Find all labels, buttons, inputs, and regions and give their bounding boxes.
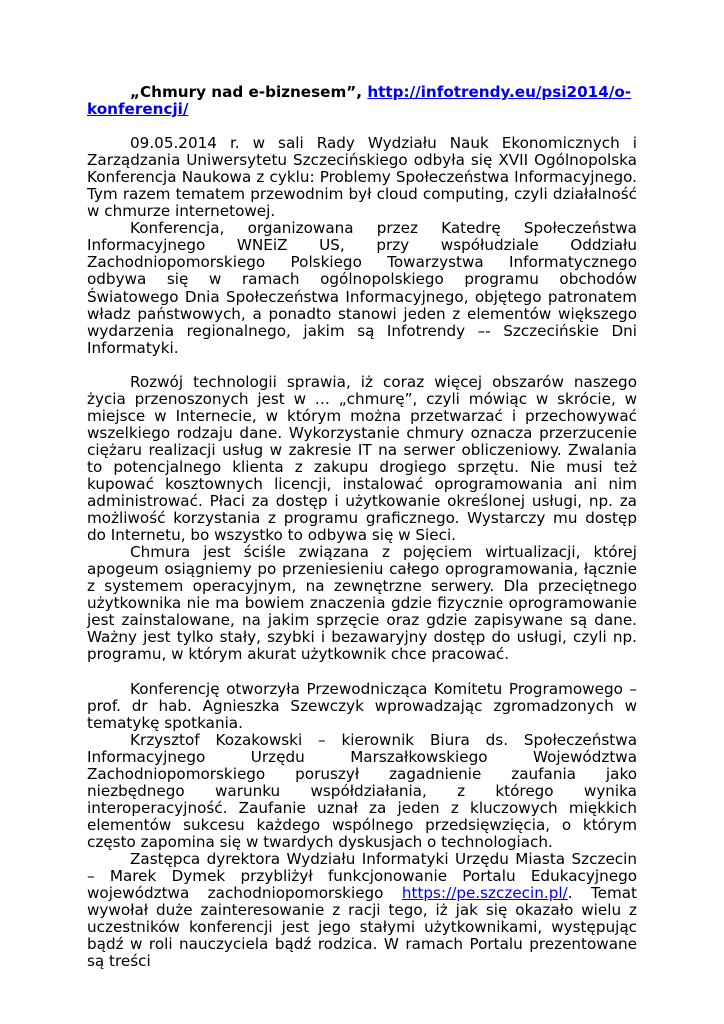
title-link[interactable]: http://infotrendy.eu/psi2014/o-konferencji/ [87, 83, 632, 119]
paragraph-1: 09.05.2014 r. w sali Rady Wydziału Nauk Ekonomicznych i Zarządzania Uniwersytetu Szczecińskiego odbyła się XVII Ogólnopolska Konferencja Naukowa z cyklu: Problemy Społeczeństwa Informacyjnego. Tym razem tematem przewodnim był cloud computing, czyli działalność w chmurze internetowej. [87, 134, 637, 221]
portal-link[interactable]: https://pe.szczecin.pl/ [401, 884, 568, 903]
paragraph-7-text-after: . Temat wywołał duże zainteresowanie z racji tego, iż jak się okazało wielu z uczestników konferencji jest jego stałymi użytkownikami, występując bądź w roli nauczyciela bądź rodzica. W ramach Portalu prezentowane są treści [87, 884, 638, 971]
document-title [87, 84, 637, 118]
document-page [87, 84, 637, 970]
paragraph-7 [87, 851, 637, 970]
paragraph-4: Chmura jest ściśle związana z pojęciem wirtualizacji, której apogeum osiągniemy po przeniesieniu całego oprogramowania, łącznie z systemem operacyjnym, na zewnętrzne serwery. Dla przeciętnego użytkownika nie ma bowiem znaczenia gdzie fizycznie oprogramowanie jest zainstalowane, na jakim sprzęcie oraz gdzie zapisywane są dane. Ważny jest tylko stały, szybki i bezawaryjny dostęp do usługi, czyli np. programu, w którym akurat użytkownik chce pracować. [87, 543, 637, 664]
paragraph-2: Konferencja, organizowana przez Katedrę Społeczeństwa Informacyjnego WNEiZ US, przy współudziale Oddziału Zachodniopomorskiego Polskiego Towarzystwa Informatycznego odbywa się w ramach ogólnopolskiego programu obchodów Światowego Dnia Społeczeństwa Informacyjnego, objętego patronatem władz państwowych, a ponadto stanowi jeden z elementów większego wydarzenia regionalnego, jakim są Infotrendy –- Szczecińskie Dni Informatyki. [87, 219, 637, 357]
title-text: „Chmury nad e-biznesem”, [130, 83, 363, 101]
paragraph-5: Konferencję otworzyła Przewodnicząca Komitetu Programowego – prof. dr hab. Agnieszka Szewczyk wprowadzając zgromadzonych w tematykę spotkania. [87, 679, 637, 732]
paragraph-6: Krzysztof Kozakowski – kierownik Biura ds. Społeczeństwa Informacyjnego Urzędu Marszałkowskiego Województwa Zachodniopomorskiego poruszył zagadnienie zaufania jako niezbędnego warunku współdziałania, z którego wynika interoperacyjność. Zaufanie uznał za jeden z kluczowych miękkich elementów sukcesu każdego wspólnego przedsięwzięcia, o którym często zapomina się w twardych dyskusjach o technologiach. [87, 730, 637, 851]
paragraph-gap [87, 664, 637, 681]
paragraph-7-text-before: Zastępca dyrektora Wydziału Informatyki Urzędu Miasta Szczecin – Marek Dymek przybliżył funkcjonowanie Portalu Edukacyjnego województwa zachodniopomorskiego [87, 849, 637, 903]
paragraph-gap [87, 357, 637, 374]
paragraph-3: Rozwój technologii sprawia, iż coraz więcej obszarów naszego życia przenoszonych jest w … „chmurę”, czyli mówiąc w skrócie, w miejsce w Internecie, w którym można przetwarzać i przechowywać wszelkiego rodzaju dane. Wykorzystanie chmury oznacza przerzucenie ciężaru realizacji usług w zakresie IT na serwer obliczeniowy. Zwalania to potencjalnego klienta z zakupu drogiego sprzętu. Nie musi też kupować kosztownych licencji, instalować oprogramowania ani nim administrować. Płaci za dostęp i użytkowanie określonej usługi, np. za możliwość korzystania z programu graficznego. Wystarczy mu dostęp do Internetu, bo wszystko to odbywa się w Sieci. [87, 372, 637, 545]
